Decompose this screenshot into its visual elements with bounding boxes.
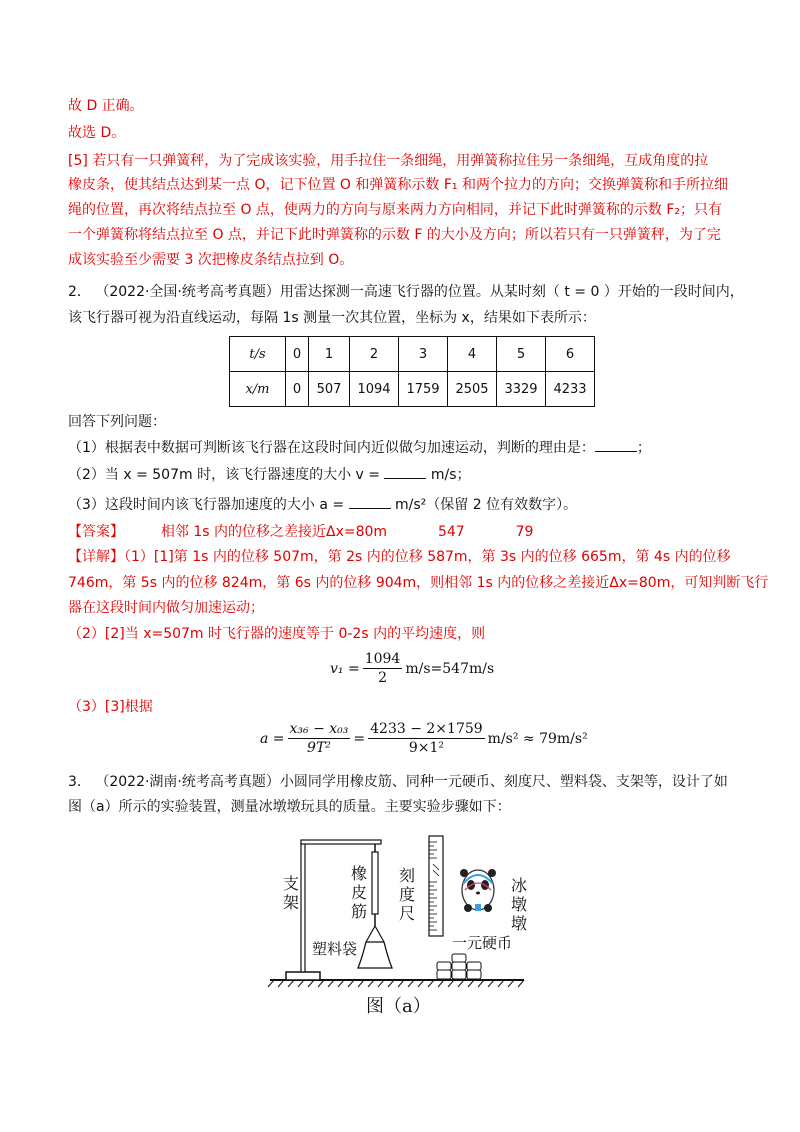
experiment-figure (262, 830, 532, 1030)
prev-p5-line-1: [5] 若只有一只弹簧秤，为了完成该实验，用手拉住一条细绳，用弹簧称拉住另一条细绳，互成角度的拉 (68, 153, 709, 169)
table-cell: 2505 (448, 372, 497, 407)
q2-s1-text: （1）根据表中数据可判断该飞行器在这段时间内近似做匀加速运动，判断的理由是： (68, 440, 595, 456)
answer-blank (349, 494, 391, 509)
answer-blank (595, 437, 637, 452)
table-header-x: x/m (230, 372, 286, 407)
detail-label: 【详解】 (68, 549, 124, 565)
formula-lhs: v₁ = (330, 660, 360, 677)
formula-rhs: m/s=547m/s (405, 660, 495, 677)
table-cell: 5 (497, 337, 546, 372)
fraction-numerator: 1094 (364, 651, 401, 667)
q2-s2-text: （2）当 x = 507m 时，该飞行器速度的大小 v = (68, 467, 380, 483)
q3-stem-line-1: 3． （2022·湖南·统考高考真题）小圆同学用橡皮筋、同种一元硬币、刻度尺、塑料袋、支架等，设计了如 (68, 774, 728, 790)
formula-rhs: m/s² ≈ 79m/s² (487, 730, 588, 747)
label-stand: 支架 (282, 874, 299, 912)
table-cell: 507 (309, 372, 350, 407)
table-row (230, 337, 595, 372)
stand-pole (301, 842, 305, 972)
q2-subquestion-2 (68, 464, 471, 485)
plastic-bag (358, 942, 392, 968)
detail-line-3: 器在这段时间内做匀加速运动； (68, 600, 264, 616)
table-cell: 3329 (497, 372, 546, 407)
q2-stem-line-2: 该飞行器可视为沿直线运动，每隔 1s 测量一次其位置，坐标为 x，结果如下表所示： (68, 310, 596, 326)
answer-label: 【答案】 (68, 524, 124, 540)
label-ruler: 刻度尺 (398, 866, 415, 923)
q2-subquestion-1 (68, 437, 651, 458)
detail-line-5: （3）[3]根据 (68, 699, 153, 715)
label-coin: 一元硬币 (452, 934, 513, 952)
q2-stem-line-1: 2． （2022·全国·统考高考真题）用雷达探测一高速飞行器的位置。从某时刻（ t = 0 ）开始的一段时间内， (68, 284, 744, 300)
fraction (288, 720, 351, 757)
table-cell: 1 (309, 337, 350, 372)
prev-line-1: 故 D 正确。 (68, 98, 144, 114)
detail-line-2: 746m，第 5s 内的位移 824m，第 6s 内的位移 904m，则相邻 1s 内的位移之差接近Δx=80m，可知判断飞行 (68, 575, 769, 591)
q2-subquestion-3 (68, 494, 577, 515)
ground-hatch (268, 980, 524, 987)
fraction-denominator: 9T² (307, 740, 331, 756)
q3-stem-line-2: 图（a）所示的实验装置，测量冰墩墩玩具的质量。主要实验步骤如下： (68, 799, 511, 815)
fraction-denominator: 2 (378, 670, 387, 686)
fraction-numerator: 4233 − 2×1759 (370, 721, 483, 737)
fraction (363, 650, 403, 687)
position-table (229, 336, 595, 407)
detail-line-4: （2）[2]当 x=507m 时飞行器的速度等于 0-2s 内的平均速度，则 (68, 626, 486, 642)
formula-equals: = (353, 730, 366, 747)
table-cell: 1759 (399, 372, 448, 407)
q2-s2-unit: m/s； (430, 467, 471, 483)
prev-p5-line-2: 橡皮条，使其结点达到某一点 O，记下位置 O 和弹簧称示数 F₁ 和两个拉力的方向；交换弹簧称和手所拉细 (68, 177, 728, 193)
table-cell: 1094 (350, 372, 399, 407)
q2-s1-end: ； (636, 440, 651, 456)
detail-text-1: （1）[1]第 1s 内的位移 507m，第 2s 内的位移 587m，第 3s 内的位移 665m，第 4s 内的位移 (124, 549, 731, 565)
label-plastic-bag: 塑料袋 (312, 940, 358, 958)
rubber-band (372, 852, 378, 914)
detail-line-1 (68, 547, 731, 567)
stand-arm (301, 840, 381, 844)
table-cell: 0 (286, 372, 309, 407)
answer-value-1: 相邻 1s 内的位移之差接近Δx=80m (160, 524, 388, 540)
acceleration-formula (260, 720, 588, 757)
label-toy: 冰墩墩 (510, 876, 527, 933)
prev-p5-line-4: 一个弹簧称将结点拉至 O 点，并记下此时弹簧称的示数 F 的大小及方向；所以若只有一只弹簧秤，为了完 (68, 227, 721, 243)
formula-lhs: a = (260, 730, 285, 747)
answer-blank (384, 464, 426, 479)
prev-p5-line-5: 成该实验至少需要 3 次把橡皮条结点拉到 O。 (68, 252, 354, 268)
q2-s3-text: （3）这段时间内该飞行器加速度的大小 a = (68, 497, 345, 513)
q2-ask: 回答下列问题： (68, 414, 166, 430)
q2-s3-unit: m/s²（保留 2 位有效数字）。 (395, 497, 578, 513)
table-cell: 3 (399, 337, 448, 372)
figure-caption: 图（a） (366, 996, 431, 1017)
fraction-denominator: 9×1² (408, 740, 444, 756)
label-rubber-band: 橡皮筋 (350, 864, 367, 921)
toy-figure (460, 869, 496, 912)
answer-line (68, 522, 533, 542)
prev-line-2: 故选 D。 (68, 125, 126, 141)
fraction (368, 720, 485, 757)
table-cell: 2 (350, 337, 399, 372)
table-cell: 0 (286, 337, 309, 372)
answer-value-2: 547 (437, 524, 465, 540)
stand-base (286, 972, 320, 980)
prev-p5-line-3: 绳的位置，再次将结点拉至 O 点，使两力的方向与原来两力方向相同，并记下此时弹簧称的示数 F₂；只有 (68, 202, 723, 218)
table-cell: 4 (448, 337, 497, 372)
fraction-numerator: x₃₆ − x₀₃ (289, 721, 349, 737)
table-cell: 6 (546, 337, 595, 372)
answer-value-3: 79 (515, 524, 534, 540)
coin-stacks (437, 954, 481, 979)
table-cell: 4233 (546, 372, 595, 407)
table-header-t: t/s (230, 337, 286, 372)
table-row (230, 372, 595, 407)
velocity-formula (330, 650, 494, 687)
